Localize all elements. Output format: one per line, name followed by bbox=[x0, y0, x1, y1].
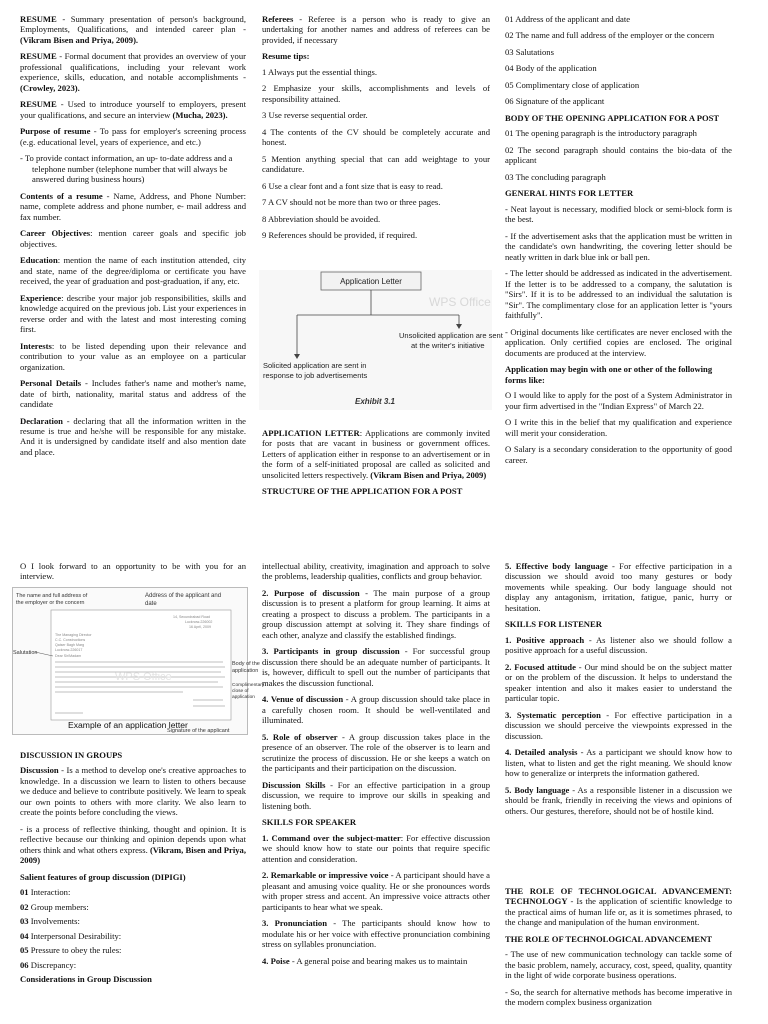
column-6-lower bbox=[505, 886, 732, 1014]
resume-tip: 5 Mention anything special that can add weightage to your candidature. bbox=[262, 153, 490, 175]
listener-skill-1: 1. Positive approach - As listener also we should follow a positive approach for a useful discussion. bbox=[505, 634, 732, 656]
structure-item: 02 The name and full address of the employer or the concern bbox=[505, 30, 715, 41]
resume-section-7: Declaration - declaring that all the information written in the resume is true and he/she will be responsible for any mistake. And it is undersigned by candidate itself and also mention date and place. bbox=[20, 415, 246, 457]
resume-tip: 1 Always put the essential things. bbox=[262, 66, 378, 77]
salient-features-title: Salient features of group discussion (DIPIGI) bbox=[20, 871, 186, 882]
diagram-right-label-1: Unsolicited application are sent bbox=[399, 331, 503, 340]
begin-forms-title: Application may begin with one or other of the following forms like: bbox=[505, 364, 713, 385]
bullet-contact-info: - To provide contact information, an up- to-date address and a telephone number (telephone number that will always be answered during business hours) bbox=[20, 153, 233, 185]
label-body-2: application bbox=[232, 668, 259, 674]
resume-tip: 9 References should be provided, if required. bbox=[262, 230, 418, 241]
discussion-item-3: 3. Participants in group discussion - For successful group discussion there should be an adequate number of participants. It is, however, difficult to spell out the number of participants that makes the discussion functional. bbox=[262, 646, 491, 688]
structure-item: 05 Complimentary close of application bbox=[505, 79, 640, 90]
structure-item: 03 Salutations bbox=[505, 46, 554, 57]
begin-form-item: O I write this in the belief that my qualification and experience will merit your consideration. bbox=[505, 417, 732, 438]
hint-item: - If the advertisement asks that the application must be written in the candidate's own handwriting, the covering letter should be neatly written in dark blue ink or ball pen. bbox=[505, 230, 732, 262]
application-letter-paragraph: APPLICATION LETTER: Applications are commonly invited for posts that are vacant in business or government offices. Letters of application either in response to an advertisement or in the form of a self-initiated proposal are called as solicited and unsolicited letters respectively. (Vikram Bisen and Priya, 2009) bbox=[262, 428, 490, 480]
column-3 bbox=[505, 14, 732, 471]
diagram-right-label-2: at the writer's initiative bbox=[411, 341, 485, 350]
hint-item: - Original documents like certificates are never enclosed with the application. Only certified copies are enclosed. The original documents are produced at the interview. bbox=[505, 326, 732, 358]
column-6 bbox=[505, 561, 732, 822]
resume-definition-1: RESUME - Summary presentation of person's background, Employments, Qualifications, and intended career plan - (Vikram Bisen and Priya, 2009). bbox=[20, 14, 246, 45]
column-2 bbox=[262, 14, 490, 247]
speaker-skill-3: 3. Pronunciation - The participants should know how to modulate his or her voice with effective pronunciation combining stress on syllables pronunciation. bbox=[262, 918, 490, 950]
resume-tip: 7 A CV should not be more than two or three pages. bbox=[262, 197, 441, 208]
svg-text:WPS Office: WPS Office bbox=[115, 671, 172, 683]
tech-role-title: THE ROLE OF TECHNOLOGICAL ADVANCEMENT bbox=[505, 933, 713, 944]
speaker-skill-1: 1. Command over the subject-matter: For effective discussion we should know how to state our points that require specific attention and consideration. bbox=[262, 832, 490, 864]
svg-text:14, Secundrabad Road: 14, Secundrabad Road bbox=[173, 615, 210, 619]
salient-feature-item: 05 Pressure to obey the rules: bbox=[20, 945, 122, 956]
svg-text:Lucknow-226017: Lucknow-226017 bbox=[55, 648, 83, 652]
label-close-3: application bbox=[232, 695, 255, 700]
resume-tip: 4 The contents of the CV should be completely accurate and honest. bbox=[262, 126, 490, 148]
diagram-caption: Exhibit 3.1 bbox=[354, 397, 396, 406]
salient-feature-item: 06 Discrepancy: bbox=[20, 959, 77, 970]
resume-section-1: Contents of a resume - Name, Address, and Phone Number: name, complete address and phone number, e- mail address and fax number. bbox=[20, 190, 247, 222]
exhibit-diagram-svg bbox=[259, 270, 503, 410]
discussion-item-6: Discussion Skills - For an effective participation in a group discussion, we require to improve our skills in speaking and listening both. bbox=[262, 779, 490, 811]
tech-paragraph: - So, the search for alternative methods has become imperative in the modern complex business organization bbox=[505, 986, 732, 1008]
begin-form-item: O I would like to apply for the post of a System Administrator in your firm advertised in the "Indian Express" of March 22. bbox=[505, 390, 732, 411]
resume-tip: 2 Emphasize your skills, accomplishments and levels of responsibility attained. bbox=[262, 83, 490, 104]
resume-definition-4: Purpose of resume - To pass for employer's screening process (e.g. educational level, years of experience, and etc.) bbox=[20, 126, 246, 147]
listener-skills-title: SKILLS FOR LISTENER bbox=[505, 619, 602, 630]
salient-feature-item: 04 Interpersonal Desirability: bbox=[20, 930, 122, 941]
resume-section-2: Career Objectives: mention career goals and specific job objectives. bbox=[20, 228, 246, 249]
resume-section-3: Education: mention the name of each institution attended, city and state, name of the degree/diploma or certificate you have received, the year of graduation and post-graduation, if any, etc. bbox=[20, 255, 246, 287]
hints-title: GENERAL HINTS FOR LETTER bbox=[505, 188, 634, 199]
resume-definition-3: RESUME - Used to introduce yourself to employers, present your qualifications, and secure an interview (Mucha, 2023). bbox=[20, 99, 246, 120]
listener-skill-5: 5. Body language - As a responsible listener in a discussion we should be frank, friendly in receiving the views and opinions of others. Our gestures, therefore, should not be of hostile kind. bbox=[505, 784, 733, 816]
resume-tip: 8 Abbreviation should be avoided. bbox=[262, 213, 381, 224]
body-item: 02 The second paragraph should contains the bio-data of the applicant bbox=[505, 144, 732, 166]
label-signature: Signature of the applicant bbox=[167, 728, 230, 734]
considerations-title: Considerations in Group Discussion bbox=[20, 974, 152, 985]
tech-paragraph: - The use of new communication technology can tackle some of the basic problem, namely, accuracy, cost, speed, quality, quantity in the light of wide corporate business operations. bbox=[505, 949, 732, 981]
structure-item: 06 Signature of the applicant bbox=[505, 96, 605, 107]
begin-form-item: O Salary is a secondary consideration to the opportunity of good career. bbox=[505, 444, 732, 465]
svg-text:Dear Sir/Madam: Dear Sir/Madam bbox=[55, 654, 82, 658]
salient-feature-item: 03 Involvements: bbox=[20, 916, 80, 927]
label-employer-2: the employer or the concern bbox=[16, 600, 85, 606]
column-2-lower bbox=[262, 428, 490, 502]
diagram-left-label-2: response to job advertisements bbox=[263, 371, 368, 380]
technology-definition: THE ROLE OF TECHNOLOGICAL ADVANCEMENT: TECHNOLOGY - Is the application of scientific knowledge to the practical aims of human life or, as it is sometimes phrased, to the change and manipulation of the human environment. bbox=[505, 886, 732, 928]
diagram-left-label-1: Solicited application are sent in bbox=[263, 361, 367, 370]
column-1 bbox=[20, 14, 246, 463]
salient-feature-item: 02 Group members: bbox=[20, 901, 89, 912]
look-forward-line: O I look forward to an opportunity to be with you for an interview. bbox=[20, 561, 246, 582]
discussion-definition: Discussion - Is a method to develop one's creative approaches to knowledge. In a discussion we learn to listen to others because we deduce and believe to contribute positively. We learn to speak our own points to others with more clarity. We also learn to create the points before concluding the views. bbox=[20, 765, 246, 818]
discussion-item-5: 5. Role of observer - A group discussion takes place in the presence of an observer. The role of the observer is to learn and scrutinize the process of discussion. He or she keeps a watch on the participants and their participation on the discussion. bbox=[262, 731, 491, 774]
example-letter-svg bbox=[13, 588, 265, 736]
discussion-reflective: - is a process of reflective thinking, thought and opinion. It is reflective because our thinking and opinion depends upon what others think and what others express. (Vikram, Bisen and Priya, 2009) bbox=[20, 823, 246, 866]
discussion-item-2: 2. Purpose of discussion - The main purpose of a group discussion is to present a platform for group learning. It aims at creating a prospect to discuss a problem. The participants in a group discussion attempt at solving it. They share findings of each other, analyze and classify the established findings. bbox=[262, 587, 490, 640]
diagram-watermark: WPS Office bbox=[429, 295, 491, 309]
resume-section-4: Experience: describe your major job responsibilities, skills and knowledge acquired on the previous job. List your experiences in reverse order and with the latest and most interesting coming first. bbox=[20, 292, 246, 335]
resume-definition-2: RESUME - Formal document that provides an overview of your professional qualifications, including your relevant work experience, skills, education, and notable accomplishments - (Crowley, 2023). bbox=[20, 51, 246, 93]
svg-text:Lucknow-226002: Lucknow-226002 bbox=[185, 620, 213, 624]
svg-text:C.C. Constructions: C.C. Constructions bbox=[55, 638, 86, 642]
diagram-top-label: Application Letter bbox=[340, 277, 402, 286]
listener-skill-4: 4. Detailed analysis - As a participant we should know how to listen, what to listen and get the right meaning. We should know how to generalize or interprets the information gathered. bbox=[505, 747, 732, 779]
label-close-2: close of bbox=[232, 689, 249, 694]
discussion-item-4: 4. Venue of discussion - A group discussion should take place in a carefully chosen room. It should be well-ventilated and illuminated. bbox=[262, 694, 490, 726]
resume-tips-title: Resume tips: bbox=[262, 51, 310, 62]
col5-intro: intellectual ability, creativity, imagination and approach to solve the problems, leadership qualities, conflicts and group behavior. bbox=[262, 561, 490, 582]
body-application-title: BODY OF THE OPENING APPLICATION FOR A POST bbox=[505, 112, 720, 123]
hint-item: - Neat layout is necessary, modified block or semi-block form is the best. bbox=[505, 203, 732, 225]
label-close-1: Complimentary bbox=[232, 683, 265, 688]
resume-section-5: Interests: to be listed depending upon their relevance and contribution to your value as an employee on a particular organization. bbox=[20, 340, 246, 372]
resume-section-6: Personal Details - Includes father's name and mother's name, date of birth, nationality, marital status and address of the candidate bbox=[20, 378, 246, 410]
structure-item: 04 Body of the application bbox=[505, 63, 597, 74]
discussion-title: DISCUSSION IN GROUPS bbox=[20, 750, 123, 760]
label-address-1: Address of the applicant and bbox=[145, 593, 222, 599]
speaker-skill-4: 4. Poise - A general poise and bearing makes us to maintain bbox=[262, 955, 468, 966]
speaker-skills-title: SKILLS FOR SPEAKER bbox=[262, 817, 357, 828]
label-address-2: date bbox=[145, 601, 157, 607]
svg-text:Qaiser Bagh Marg: Qaiser Bagh Marg bbox=[55, 643, 85, 647]
example-application-letter-image bbox=[12, 587, 265, 735]
body-item: 01 The opening paragraph is the introductory paragraph bbox=[505, 128, 697, 139]
svg-text:The Managing Director: The Managing Director bbox=[55, 633, 92, 637]
structure-item: 01 Address of the applicant and date bbox=[505, 14, 631, 24]
hint-item: - The letter should be addressed as indicated in the advertisement. If the letter is to be addressed to a company, the salutation is "Sirs". If it is to be addressed to an individual the salutation is "Sir". The complimentary close for an application letter is "yours faithfully". bbox=[505, 268, 732, 321]
column-4 bbox=[20, 561, 246, 588]
exhibit-application-letter-diagram bbox=[259, 270, 503, 410]
example-caption: Example of an application letter bbox=[68, 720, 188, 730]
body-language-paragraph: 5. Effective body language - For effective participation in a discussion we should avoid too many gestures or body movements while speaking. Our body language should not display any antagonism, irritation, fatigue, panic, hurry or hesitation. bbox=[505, 561, 732, 613]
salient-feature-item: 01 Interaction: bbox=[20, 887, 71, 898]
body-item: 03 The concluding paragraph bbox=[505, 171, 606, 182]
listener-skill-3: 3. Systematic perception - For effective participation in a discussion we should perceive the viewpoints expressed in the discussion. bbox=[505, 709, 732, 741]
referees-paragraph: Referees - Referee is a person who is ready to give an undertaking for another names and address of referees can be provided, if necessary bbox=[262, 14, 490, 45]
listener-skill-2: 2. Focused attitude - Our mind should be on the subject matter or on the problem of the discussion. It helps to understand the speaker intention and also it makes easier to understand the particular topic. bbox=[505, 661, 732, 704]
label-employer-1: The name and full address of bbox=[16, 593, 88, 599]
label-body-1: Body of the bbox=[232, 661, 260, 667]
column-4-lower bbox=[20, 750, 246, 990]
label-salutation: Salutation bbox=[13, 650, 38, 656]
resume-tip: 3 Use reverse sequential order. bbox=[262, 110, 368, 121]
structure-title: STRUCTURE OF THE APPLICATION FOR A POST bbox=[262, 486, 463, 497]
resume-tip: 6 Use a clear font and a font size that is easy to read. bbox=[262, 180, 443, 191]
speaker-skill-2: 2. Remarkable or impressive voice - A participant should have a pleasant and amusing voice quality. He or she pronounces words with proper stress and accent. An impressive voice attracts other participants to hear what we speak. bbox=[262, 870, 490, 912]
column-5 bbox=[262, 561, 490, 972]
svg-text:16 April, 2009: 16 April, 2009 bbox=[189, 625, 211, 629]
